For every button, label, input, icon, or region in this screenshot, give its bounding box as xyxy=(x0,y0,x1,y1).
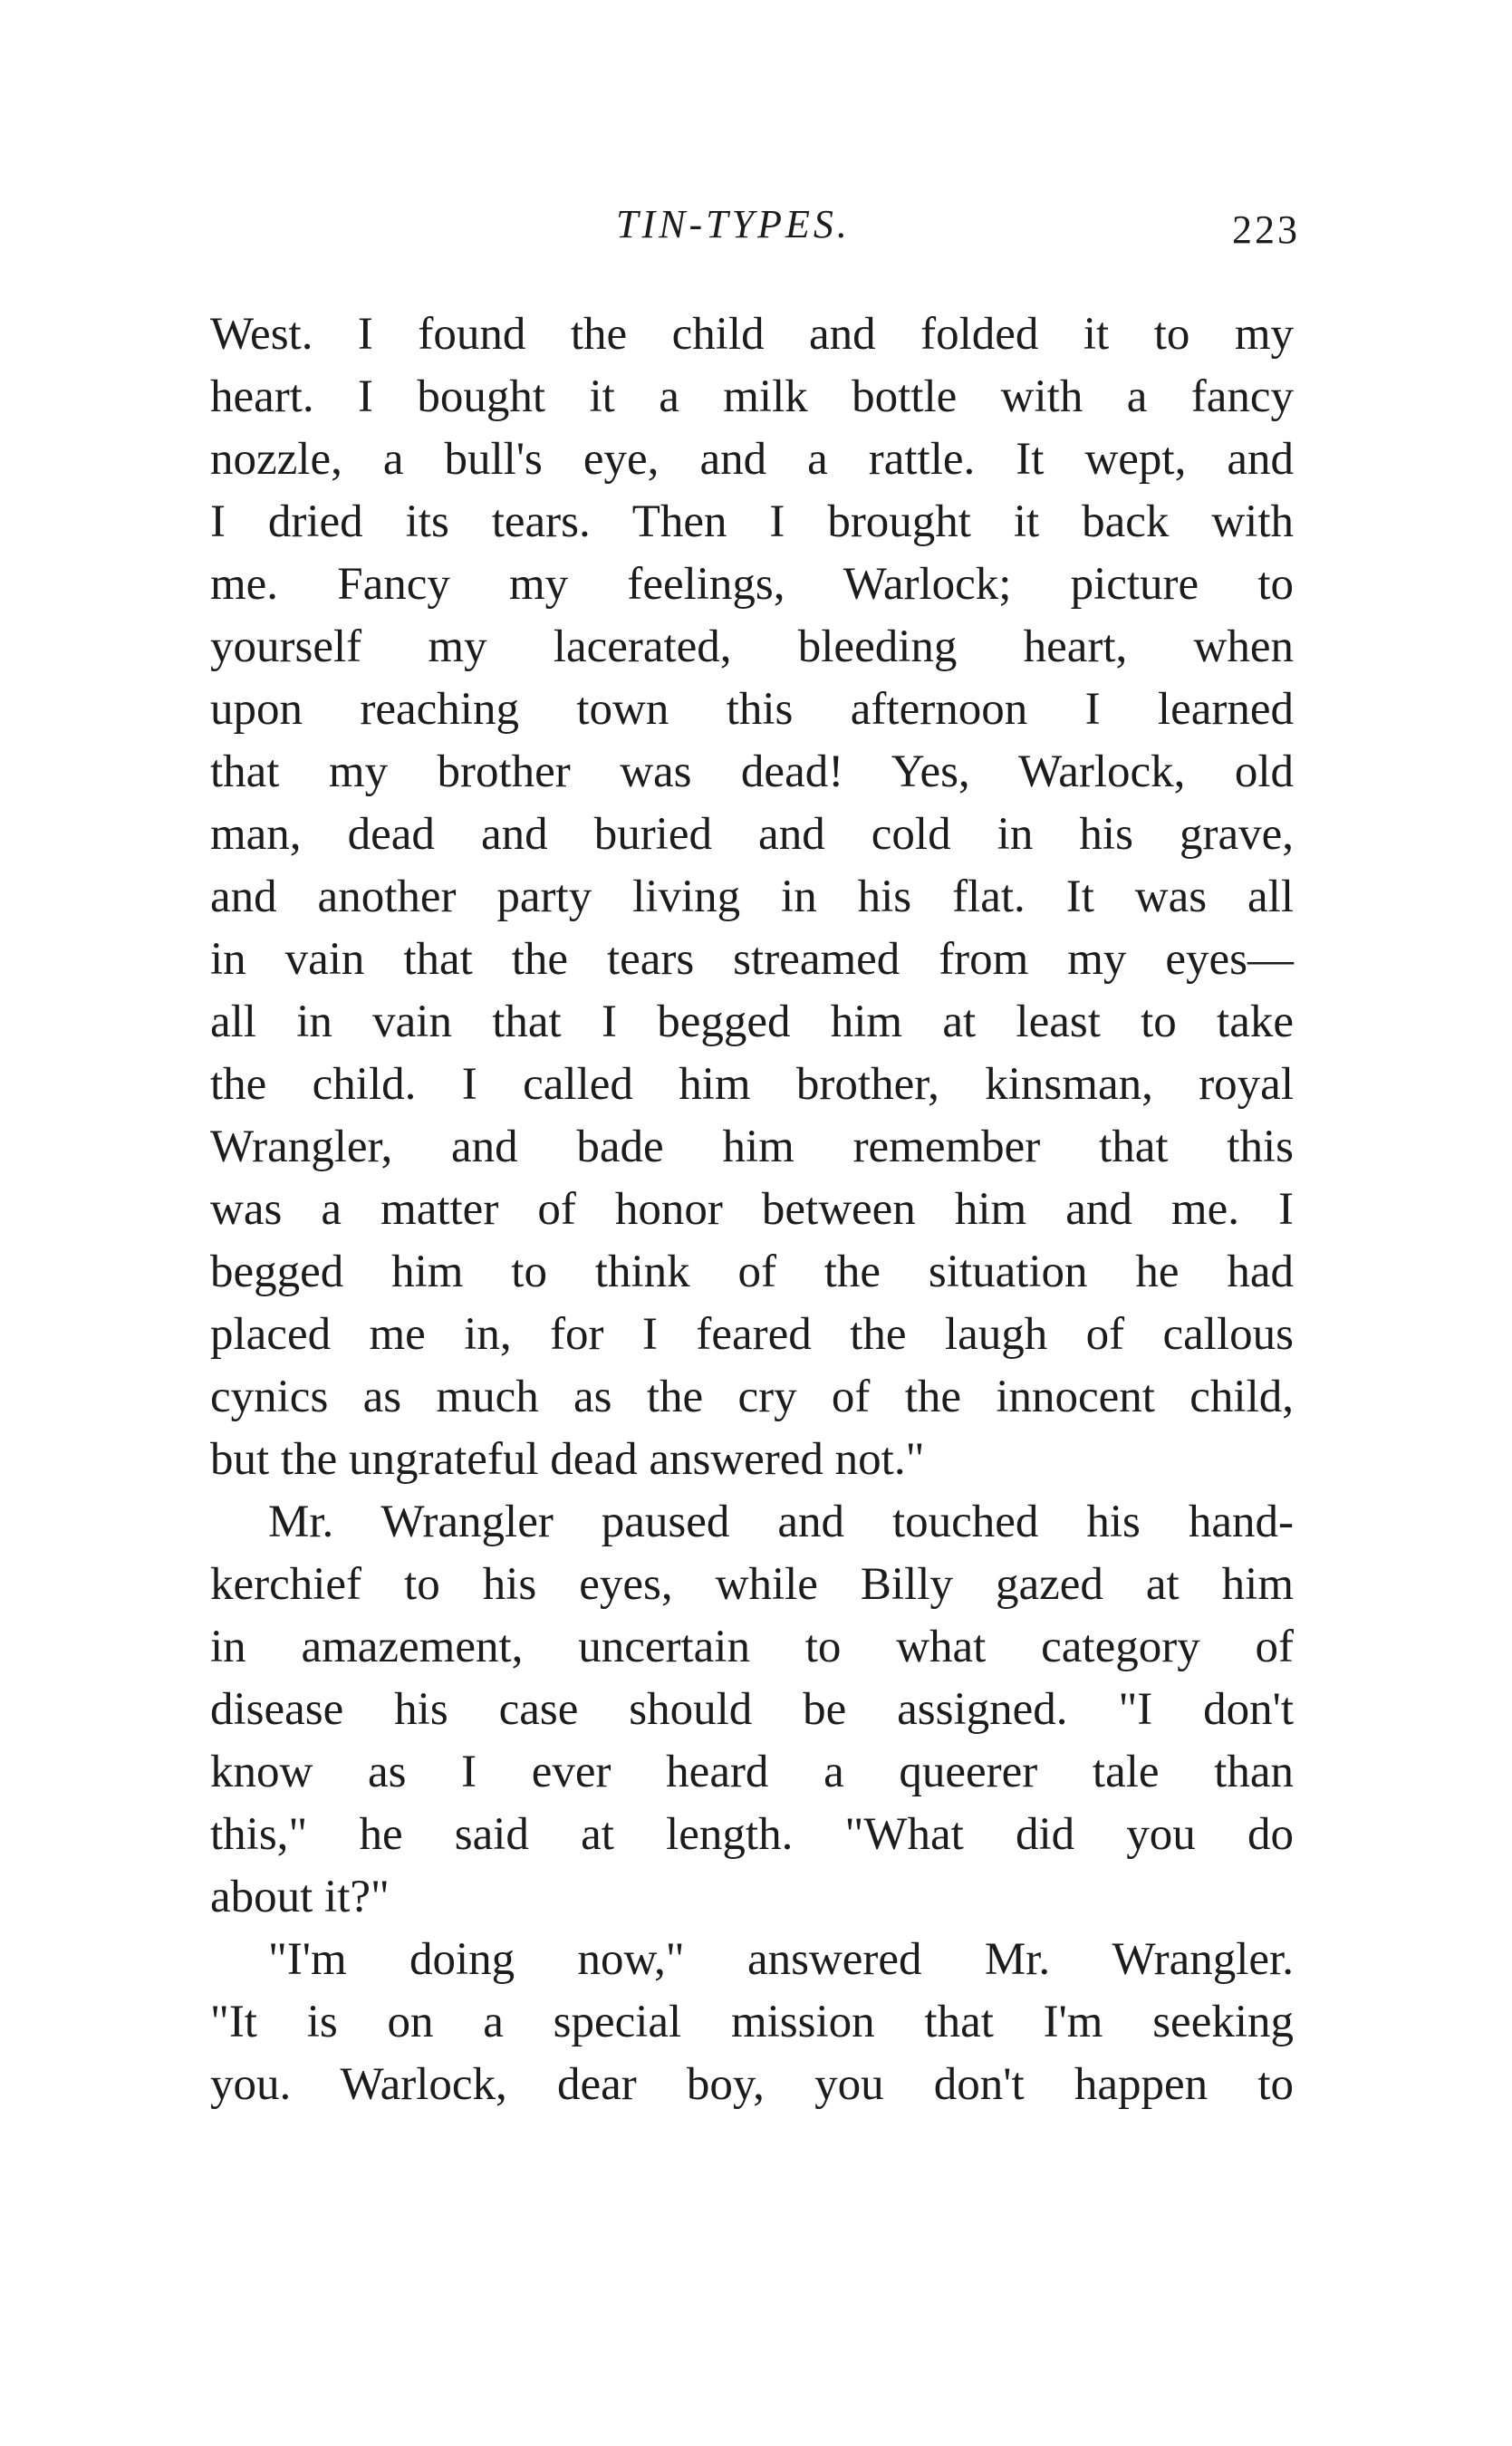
paragraph-start-line: "I'm doing now," answered Mr. Wrangler. xyxy=(268,1934,1294,1985)
text-line: that my brother was dead! Yes, Warlock, old xyxy=(210,746,1294,797)
text-line: was a matter of honor between him and me. I xyxy=(210,1184,1294,1235)
text-line: I dried its tears. Then I brought it back with xyxy=(210,496,1294,547)
page-number: 223 xyxy=(1232,207,1300,252)
text-line: you. Warlock, dear boy, you don't happen to xyxy=(210,2059,1294,2110)
text-line: and another party living in his flat. It was all xyxy=(210,872,1294,922)
paragraph-end-line: about it?" xyxy=(210,1872,390,1922)
text-line: begged him to think of the situation he had xyxy=(210,1247,1294,1297)
running-head xyxy=(0,201,1512,255)
text-line: all in vain that I begged him at least to take xyxy=(210,997,1294,1047)
text-line: this," he said at length. "What did you do xyxy=(210,1809,1294,1860)
text-line: upon reaching town this afternoon I learned xyxy=(210,684,1294,735)
text-line: in vain that the tears streamed from my eyes— xyxy=(210,934,1294,985)
text-line: Wrangler, and bade him remember that this xyxy=(210,1122,1294,1172)
text-line: placed me in, for I feared the laugh of callous xyxy=(210,1309,1294,1360)
paragraph-start-line: Mr. Wrangler paused and touched his hand- xyxy=(268,1497,1294,1547)
text-line: nozzle, a bull's eye, and a rattle. It wept, and xyxy=(210,434,1294,485)
text-line: know as I ever heard a queerer tale than xyxy=(210,1747,1294,1797)
text-line: "It is on a special mission that I'm seeking xyxy=(210,1997,1294,2047)
text-line: me. Fancy my feelings, Warlock; picture to xyxy=(210,559,1294,610)
text-line: disease his case should be assigned. "I don't xyxy=(210,1684,1294,1735)
text-line: the child. I called him brother, kinsman, royal xyxy=(210,1059,1294,1110)
body-text xyxy=(210,303,1294,2116)
text-line: heart. I bought it a milk bottle with a fancy xyxy=(210,371,1294,422)
text-line: man, dead and buried and cold in his grave, xyxy=(210,809,1294,860)
running-title: TIN-TYPES. xyxy=(616,202,851,246)
text-line: in amazement, uncertain to what category of xyxy=(210,1622,1294,1672)
text-line: West. I found the child and folded it to my xyxy=(210,309,1294,360)
text-line: cynics as much as the cry of the innocent child, xyxy=(210,1372,1294,1422)
text-line: kerchief to his eyes, while Billy gazed at him xyxy=(210,1559,1294,1610)
text-line: yourself my lacerated, bleeding heart, when xyxy=(210,621,1294,672)
paragraph-end-line: but the ungrateful dead answered not." xyxy=(210,1434,925,1485)
